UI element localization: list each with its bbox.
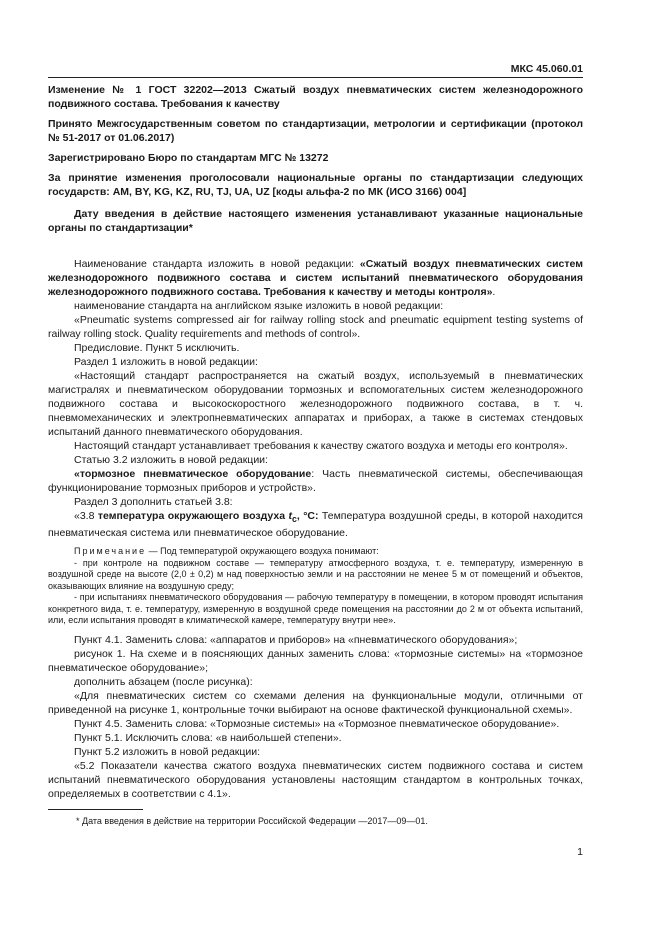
page-number: 1 <box>577 846 583 858</box>
voting-note: За принятие изменения проголосовали национальные органы по стандартизации следующих государств: AM, BY, KG, KZ, RU, TJ, UA, UZ [коды альфа-2 по МК (ИСО 3166) 004] <box>48 172 583 198</box>
paragraph: Пункт 4.1. Заменить слова: «аппаратов и приборов» на «пневматического оборудования»; <box>74 633 518 646</box>
paragraph-title-change <box>48 257 583 299</box>
text-run: . <box>492 286 496 298</box>
definition-3-8 <box>48 509 583 540</box>
note-intro <box>48 546 583 558</box>
paragraph: Статью 3.2 изложить в новой редакции: <box>74 454 268 466</box>
note-block <box>48 546 583 627</box>
term-bold: «тормозное пневматическое оборудование <box>74 468 312 480</box>
paragraph: Пункт 5.2 изложить в новой редакции: <box>74 745 261 758</box>
paragraph: «Для пневматических систем со схемами деления на функциональные модули, отличными от приведенной на рисунке 1, контрольные точки выбирают на основе фактической функциональной схемы». <box>48 689 583 716</box>
header-rule <box>48 77 583 78</box>
note-item: - при испытаниях пневматического оборудования — рабочую температуру в помещении, в котором проводят испытания конкретного вида, т. е. температуру, измеренную в воздушной среде помещения на расстоянии до 2 м от объекта испытаний, или, если испытания проводят в климатической камере, температуру внутри нее». <box>48 592 583 626</box>
document-content <box>48 83 583 828</box>
paragraph: «5.2 Показатели качества сжатого воздуха пневматических систем подвижного состава и систем испытаний пневматического оборудования установлены настоящим стандартом в контрольных точках, определяемых в соответствии с 4.1». <box>48 759 583 800</box>
new-title-text: «Сжатый воздух пневматических систем железнодорожного подвижного состава и систем испытаний пневматического оборудования железнодорожного подвижного состава. Требования к качеству и методы контроля» <box>48 258 583 298</box>
paragraph: наименование стандарта на английском языке изложить в новой редакции: <box>74 300 444 312</box>
amendment-title: Изменение № 1 ГОСТ 32202—2013 Сжатый воздух пневматических систем железнодорожного подвижного состава. Требования к качеству <box>48 84 583 110</box>
classification-code: МКС 45.060.01 <box>510 63 583 75</box>
footnote: * Дата введения в действие на территории Российской Федерации —2017—09—01. <box>76 815 428 826</box>
unit: , °С: <box>296 510 319 522</box>
text-run: «3.8 <box>74 510 98 522</box>
effective-date-note: Дату введения в действие настоящего изменения устанавливают указанные национальные органы по стандартизации* <box>48 208 583 234</box>
text-run: Температура воздушной среды, в которой находится пневматическая система или пневматическое оборудование. <box>48 510 583 540</box>
paragraph: Пункт 5.1. Исключить слова: «в наибольшей степени». <box>74 731 342 744</box>
text-run: : Часть пневматической системы, обеспечивающая функционирование тормозных приборов и устройств». <box>48 468 583 494</box>
text-run: — Под температурой окружающего воздуха понимают: <box>146 546 379 557</box>
english-title: «Pneumatic systems compressed air for railway rolling stock and pneumatic equipment testing systems of railway rolling stock. Quality requirements and methods of control». <box>48 314 583 340</box>
text-run: Наименование стандарта изложить в новой редакции: <box>74 258 360 270</box>
footnote-rule <box>48 809 143 810</box>
note-label: Примечание <box>74 546 147 557</box>
spacer <box>48 241 583 257</box>
paragraph: Пункт 4.5. Заменить слова: «Тормозные системы» на «Тормозное пневматическое оборудование». <box>74 717 560 730</box>
registration-note: Зарегистрировано Бюро по стандартам МГС № 13272 <box>48 152 329 164</box>
section-1-text: «Настоящий стандарт распространяется на сжатый воздух, используемый в пневматических магистралях и пневматическом оборудовании тормозных и вспомогательных систем железнодорожного подвижного состава и высокоскоростного железнодорожного подвижного состава, в т. ч. пневмомеханических и электропневматических аппаратах и приборах, а также в системах стендовых испытаний данного пневматического оборудования. <box>48 370 583 438</box>
paragraph: Раздел 1 изложить в новой редакции: <box>74 356 258 368</box>
paragraph: рисунок 1. На схеме и в поясняющих данных заменить слова: «тормозные системы» на «тормозное пневматическое оборудование»; <box>48 647 583 674</box>
paragraph: дополнить абзацем (после рисунка): <box>74 675 253 688</box>
term-bold: температура окружающего воздуха <box>97 510 289 522</box>
symbol-subscript: с <box>291 514 297 525</box>
paragraph: Предисловие. Пункт 5 исключить. <box>74 342 240 354</box>
paragraph: Настоящий стандарт устанавливает требования к качеству сжатого воздуха и методы его контроля». <box>74 440 568 452</box>
symbol: t <box>288 510 292 522</box>
adoption-note: Принято Межгосударственным советом по стандартизации, метрологии и сертификации (протокол № 51-2017 от 01.06.2017) <box>48 118 583 144</box>
note-item: - при контроле на подвижном составе — температуру атмосферного воздуха, т. е. температуру, измеренную в воздушной среде на высоте (2,0 ± 0,2) м над поверхностью земли и на расстоянии не менее 5 м от помещений и объектов, оказывающих влияние на воздушную среду; <box>48 557 583 591</box>
definition-3-2 <box>48 467 583 495</box>
paragraph: Раздел 3 дополнить статьей 3.8: <box>74 496 233 508</box>
